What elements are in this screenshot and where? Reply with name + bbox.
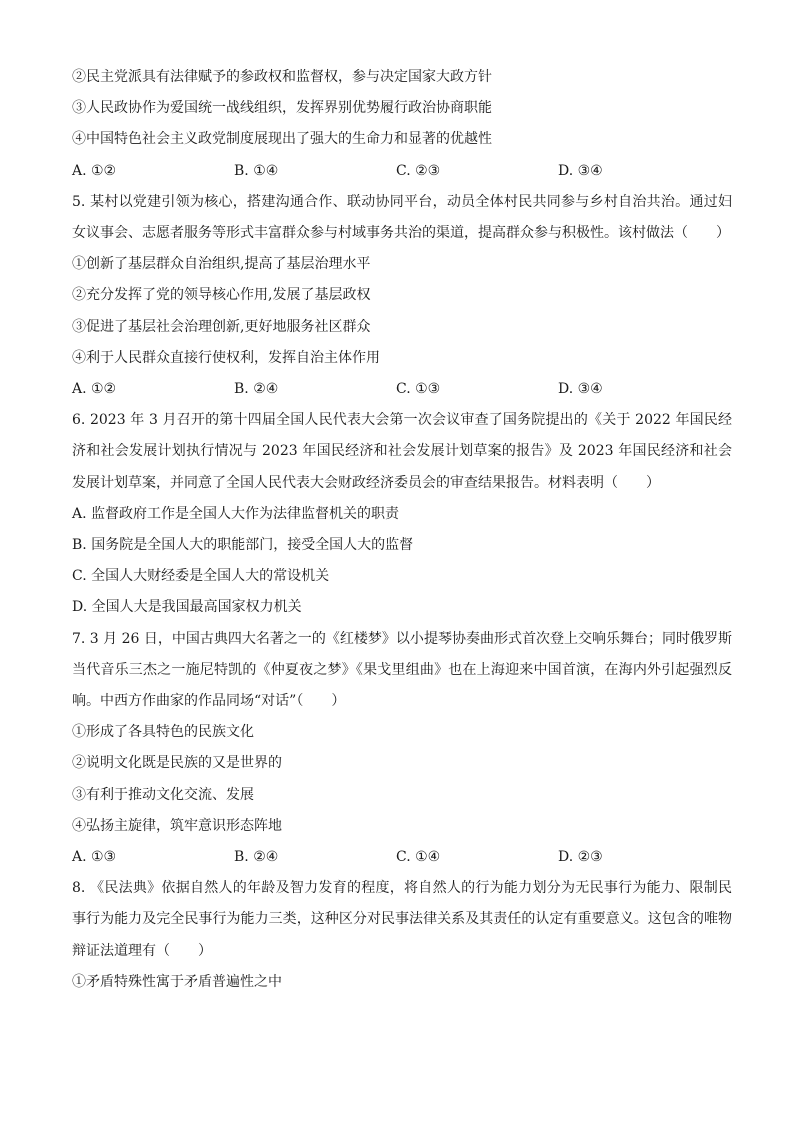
option-d: D. ③④: [558, 162, 603, 179]
statement: ③促进了基层社会治理创新,更好地服务社区群众: [72, 318, 371, 335]
question-5: [72, 187, 732, 405]
question-stem: 8. 《民法典》依据自然人的年龄及智力发育的程度，将自然人的行为能力划分为无民事行为能力、限制民事行为能力及完全民事行为能力三类，这种区分对民事法律关系及其责任的认定有重要意义。这包含的唯物辩证法道理有（ ）: [72, 880, 732, 959]
option-c: C. ①③: [396, 381, 441, 398]
statement: ①创新了基层群众自治组织,提高了基层治理水平: [72, 256, 371, 273]
option-d: D. ②③: [558, 849, 603, 866]
answer-options: [72, 842, 732, 873]
option-d: D. ③④: [558, 381, 603, 398]
option-a: A. ①③: [72, 849, 117, 866]
question-4-tail: [72, 62, 732, 187]
option-a: A. 监督政府工作是全国人大作为法律监督机关的职责: [72, 505, 400, 522]
question-stem: 5. 某村以党建引领为核心，搭建沟通合作、联动协同平台，动员全体村民共同参与乡村自治共治。通过妇女议事会、志愿者服务等形式丰富群众参与村域事务共治的渠道，提高群众参与积极性。该村做法（ ）: [72, 193, 732, 242]
option-b: B. 国务院是全国人大的职能部门，接受全国人大的监督: [72, 537, 414, 554]
option-b: B. ②④: [234, 849, 279, 866]
answer-options: [72, 156, 732, 187]
option-c: C. ①④: [396, 849, 441, 866]
option-b: B. ①④: [234, 162, 279, 179]
option-a: A. ①②: [72, 381, 117, 398]
statement: ②说明文化既是民族的又是世界的: [72, 755, 282, 772]
statement: ①形成了各具特色的民族文化: [72, 724, 254, 741]
exam-page: [72, 62, 732, 998]
statement: ④中国特色社会主义政党制度展现出了强大的生命力和显著的优越性: [72, 131, 492, 148]
question-6: [72, 405, 732, 623]
question-stem: 7. 3 月 26 日，中国古典四大名著之一的《红楼梦》以小提琴协奏曲形式首次登上交响乐舞台；同时俄罗斯当代音乐三杰之一施尼特凯的《仲夏夜之梦》《果戈里组曲》也在上海迎来中国首演，在海内外引起强烈反响。中西方作曲家的作品同场“对话”（ ）: [72, 630, 732, 710]
statement: ②充分发挥了党的领导核心作用,发展了基层政权: [72, 287, 371, 304]
option-b: B. ②④: [234, 381, 279, 398]
statement: ④利于人民群众直接行使权利，发挥自治主体作用: [72, 349, 380, 366]
question-7: [72, 624, 732, 874]
option-d: D. 全国人大是我国最高国家权力机关: [72, 599, 302, 616]
statement: ①矛盾特殊性寓于矛盾普遍性之中: [72, 973, 282, 990]
option-c: C. 全国人大财经委是全国人大的常设机关: [72, 568, 330, 585]
option-a: A. ①②: [72, 162, 117, 179]
statement: ③有利于推动文化交流、发展: [72, 786, 254, 803]
question-8: [72, 873, 732, 998]
question-stem: 6. 2023 年 3 月召开的第十四届全国人民代表大会第一次会议审查了国务院提出的《关于 2022 年国民经济和社会发展计划执行情况与 2023 年国民经济和社会发展计划草案的报告》及 2023 年国民经济和社会发展计划草案，并同意了全国人民代表大会财政经济委员会的审查结果报告。材料表明（ ）: [72, 412, 732, 491]
statement: ④弘扬主旋律，筑牢意识形态阵地: [72, 817, 282, 834]
option-c: C. ②③: [396, 162, 441, 179]
statement: ②民主党派具有法律赋予的参政权和监督权，参与决定国家大政方针: [72, 69, 492, 85]
statement: ③人民政协作为爱国统一战线组织，发挥界别优势履行政治协商职能: [72, 100, 492, 117]
answer-options: [72, 374, 732, 405]
